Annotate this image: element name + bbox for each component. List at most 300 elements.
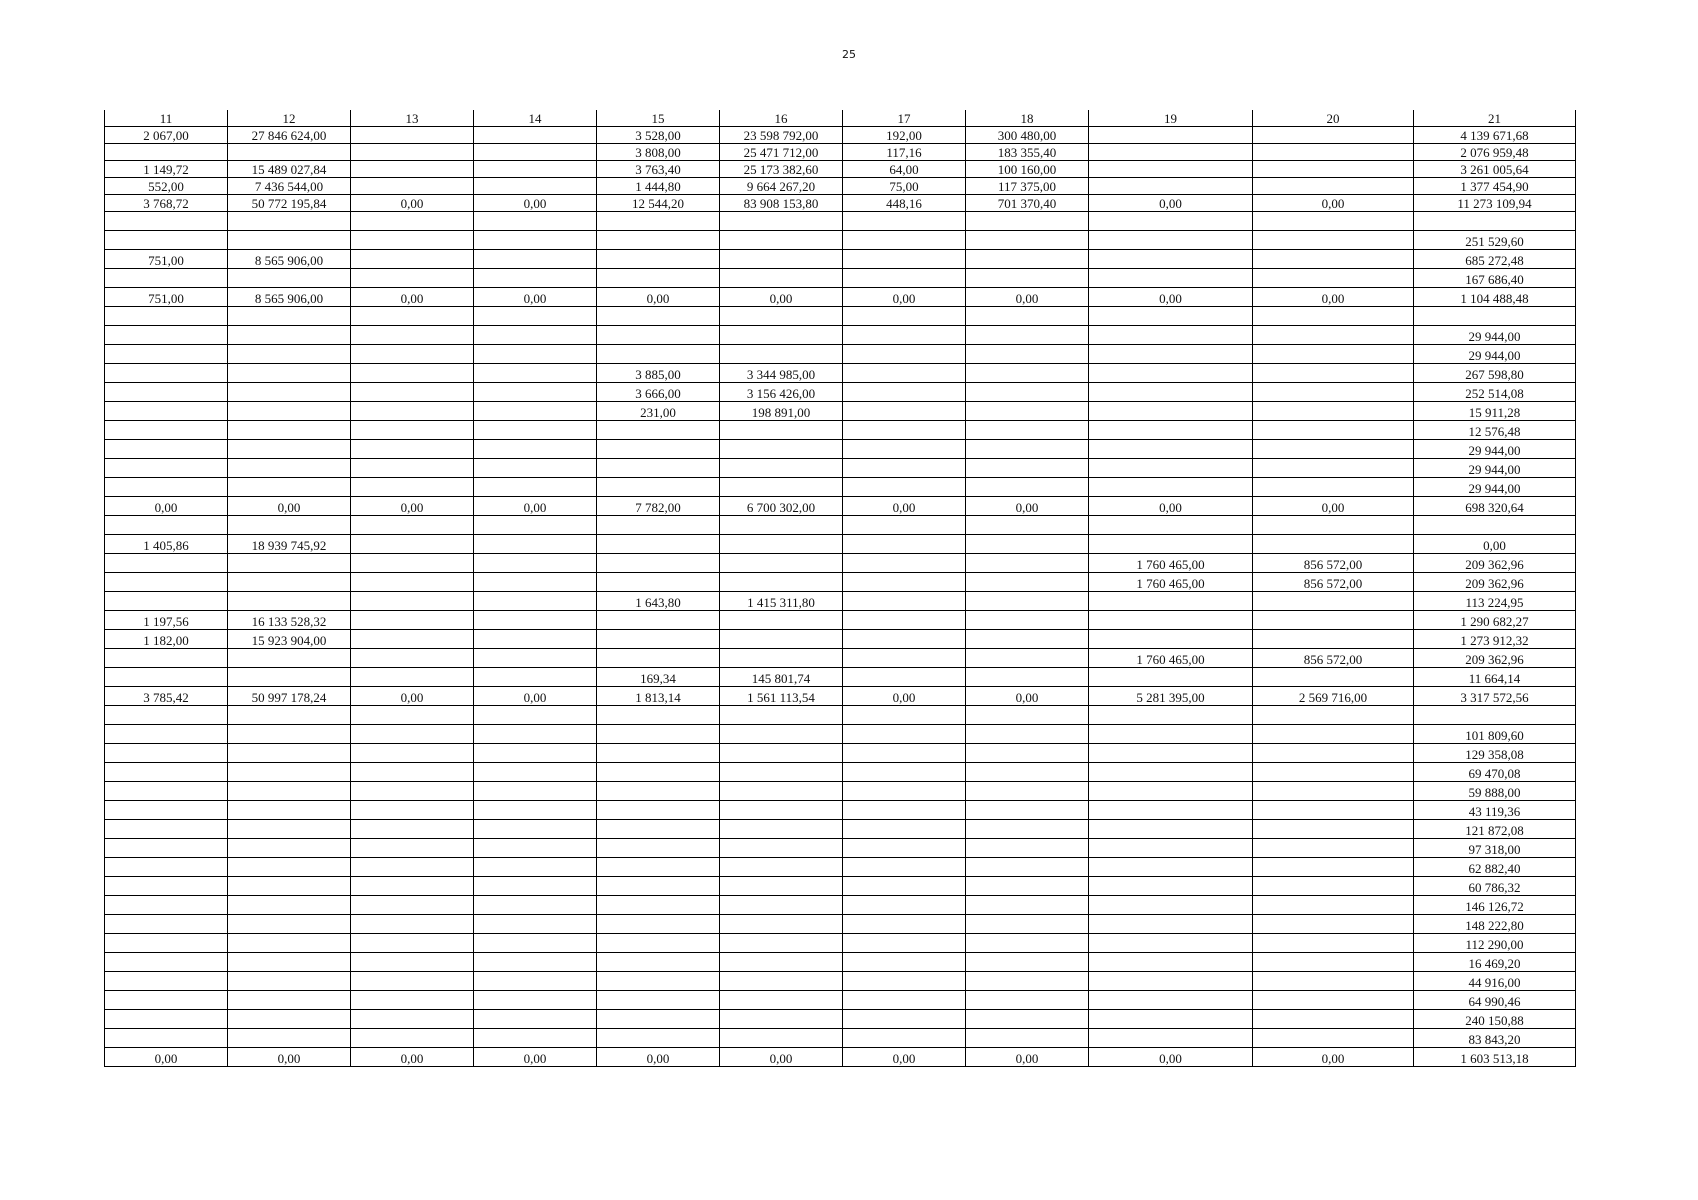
table-cell: [1089, 178, 1253, 195]
table-cell: [843, 535, 966, 554]
table-row: [105, 440, 1576, 459]
table-cell: [474, 161, 597, 178]
column-header-16: 16: [720, 110, 843, 127]
table-cell: [351, 649, 474, 668]
table-cell: [228, 896, 351, 915]
table-row: [105, 478, 1576, 497]
table-cell: 0,00: [966, 288, 1089, 307]
table-cell: [1253, 178, 1414, 195]
table-cell: [720, 250, 843, 269]
table-cell: [966, 744, 1089, 763]
table-cell: [597, 801, 720, 820]
table-cell: 148 222,80: [1414, 915, 1576, 934]
table-cell: [228, 573, 351, 592]
table-cell: 0,00: [228, 1048, 351, 1067]
table-cell: [351, 178, 474, 195]
table-cell: [1089, 1010, 1253, 1029]
table-cell: [966, 630, 1089, 649]
table-cell: [351, 1010, 474, 1029]
table-cell: 16 469,20: [1414, 953, 1576, 972]
table-cell: 856 572,00: [1253, 649, 1414, 668]
table-cell: [105, 478, 228, 497]
table-cell: 209 362,96: [1414, 649, 1576, 668]
table-row: [105, 269, 1576, 288]
table-cell: [843, 611, 966, 630]
table-cell: 1 182,00: [105, 630, 228, 649]
table-cell: [1089, 161, 1253, 178]
table-cell: [474, 896, 597, 915]
table-cell: 3 317 572,56: [1414, 687, 1576, 706]
table-cell: [351, 516, 474, 535]
table-cell: [1253, 668, 1414, 687]
table-cell: [351, 991, 474, 1010]
table-cell: 29 944,00: [1414, 345, 1576, 364]
table-cell: [474, 972, 597, 991]
table-cell: [351, 877, 474, 896]
table-cell: 29 944,00: [1414, 440, 1576, 459]
table-cell: [474, 1010, 597, 1029]
table-row: [105, 288, 1576, 307]
table-row: [105, 858, 1576, 877]
table-row: [105, 649, 1576, 668]
table-cell: 18 939 745,92: [228, 535, 351, 554]
table-cell: [597, 421, 720, 440]
table-cell: [720, 516, 843, 535]
table-cell: 0,00: [1089, 195, 1253, 212]
table-cell: 240 150,88: [1414, 1010, 1576, 1029]
table-cell: [597, 516, 720, 535]
table-cell: [105, 440, 228, 459]
table-row: [105, 896, 1576, 915]
table-cell: [351, 820, 474, 839]
table-cell: [474, 326, 597, 345]
table-cell: 0,00: [597, 288, 720, 307]
table-cell: 3 885,00: [597, 364, 720, 383]
table-cell: [597, 554, 720, 573]
table-cell: [351, 307, 474, 326]
table-cell: [474, 763, 597, 782]
table-cell: 231,00: [597, 402, 720, 421]
table-cell: [105, 326, 228, 345]
table-cell: [351, 127, 474, 144]
table-cell: [228, 383, 351, 402]
table-cell: [474, 877, 597, 896]
table-cell: [843, 516, 966, 535]
table-cell: [843, 706, 966, 725]
table-cell: [966, 896, 1089, 915]
table-cell: [843, 953, 966, 972]
table-row: [105, 725, 1576, 744]
table-cell: [843, 383, 966, 402]
table-cell: [597, 915, 720, 934]
table-cell: 1 643,80: [597, 592, 720, 611]
table-row: [105, 573, 1576, 592]
table-row: [105, 820, 1576, 839]
table-cell: [597, 858, 720, 877]
table-cell: [1253, 934, 1414, 953]
table-cell: [597, 611, 720, 630]
table-cell: [1089, 896, 1253, 915]
table-cell: 1 273 912,32: [1414, 630, 1576, 649]
table-cell: [351, 421, 474, 440]
table-cell: [105, 858, 228, 877]
table-cell: [966, 212, 1089, 231]
table-cell: [843, 478, 966, 497]
table-cell: [966, 402, 1089, 421]
table-cell: [351, 364, 474, 383]
table-row: [105, 383, 1576, 402]
table-cell: [474, 611, 597, 630]
table-cell: [1089, 953, 1253, 972]
table-cell: [720, 459, 843, 478]
table-cell: [105, 364, 228, 383]
table-cell: [720, 972, 843, 991]
table-cell: [474, 991, 597, 1010]
table-cell: 1 104 488,48: [1414, 288, 1576, 307]
table-cell: [966, 782, 1089, 801]
table-cell: [843, 554, 966, 573]
table-cell: [105, 763, 228, 782]
table-cell: [1253, 725, 1414, 744]
table-cell: 552,00: [105, 178, 228, 195]
table-cell: 0,00: [720, 288, 843, 307]
table-cell: 7 782,00: [597, 497, 720, 516]
table-cell: [966, 763, 1089, 782]
table-cell: 1 415 311,80: [720, 592, 843, 611]
table-cell: 146 126,72: [1414, 896, 1576, 915]
table-cell: 0,00: [1253, 497, 1414, 516]
table-cell: [474, 459, 597, 478]
table-cell: [597, 459, 720, 478]
table-cell: [720, 896, 843, 915]
table-cell: [597, 307, 720, 326]
table-row: [105, 231, 1576, 250]
table-cell: [966, 535, 1089, 554]
table-cell: [351, 801, 474, 820]
table-cell: [1089, 231, 1253, 250]
table-cell: [966, 421, 1089, 440]
table-cell: [105, 269, 228, 288]
table-cell: [1253, 991, 1414, 1010]
table-cell: [474, 127, 597, 144]
table-cell: [966, 307, 1089, 326]
table-cell: [105, 934, 228, 953]
table-cell: [105, 402, 228, 421]
table-cell: [966, 478, 1089, 497]
table-row: [105, 1029, 1576, 1048]
table-cell: 0,00: [1089, 1048, 1253, 1067]
table-cell: [843, 934, 966, 953]
table-cell: [1253, 801, 1414, 820]
table-cell: [1089, 364, 1253, 383]
table-cell: [474, 744, 597, 763]
table-cell: [474, 934, 597, 953]
table-cell: [1253, 953, 1414, 972]
table-cell: [843, 668, 966, 687]
table-cell: [966, 858, 1089, 877]
table-cell: 3 768,72: [105, 195, 228, 212]
table-row: [105, 991, 1576, 1010]
column-header-21: 21: [1414, 110, 1576, 127]
table-cell: [843, 307, 966, 326]
table-cell: [1414, 516, 1576, 535]
table-cell: [966, 231, 1089, 250]
table-cell: 0,00: [351, 1048, 474, 1067]
table-cell: [351, 706, 474, 725]
table-cell: 1 197,56: [105, 611, 228, 630]
table-cell: [597, 478, 720, 497]
table-cell: [597, 250, 720, 269]
table-cell: [1089, 144, 1253, 161]
table-row: [105, 592, 1576, 611]
table-cell: 12 576,48: [1414, 421, 1576, 440]
table-cell: [597, 934, 720, 953]
table-cell: 0,00: [843, 288, 966, 307]
table-cell: [966, 459, 1089, 478]
table-row: [105, 1048, 1576, 1067]
table-cell: [843, 896, 966, 915]
table-row: [105, 345, 1576, 364]
table-cell: [1089, 478, 1253, 497]
table-cell: [351, 535, 474, 554]
table-cell: [105, 345, 228, 364]
table-cell: [1253, 972, 1414, 991]
table-cell: [597, 345, 720, 364]
table-cell: 7 436 544,00: [228, 178, 351, 195]
table-cell: [474, 668, 597, 687]
table-cell: [843, 326, 966, 345]
table-cell: [966, 649, 1089, 668]
table-cell: 83 908 153,80: [720, 195, 843, 212]
table-cell: [843, 459, 966, 478]
table-cell: 8 565 906,00: [228, 250, 351, 269]
table-row: [105, 178, 1576, 195]
table-cell: 25 173 382,60: [720, 161, 843, 178]
table-cell: [720, 725, 843, 744]
table-cell: [228, 801, 351, 820]
table-cell: [597, 782, 720, 801]
table-cell: [1089, 782, 1253, 801]
table-cell: [1089, 250, 1253, 269]
table-cell: [1089, 421, 1253, 440]
table-cell: 1 760 465,00: [1089, 554, 1253, 573]
column-header-15: 15: [597, 110, 720, 127]
table-cell: [1089, 991, 1253, 1010]
table-row: [105, 915, 1576, 934]
table-cell: 97 318,00: [1414, 839, 1576, 858]
table-cell: 60 786,32: [1414, 877, 1576, 896]
table-cell: 183 355,40: [966, 144, 1089, 161]
table-cell: [720, 231, 843, 250]
table-cell: [843, 915, 966, 934]
table-cell: [843, 364, 966, 383]
table-cell: 83 843,20: [1414, 1029, 1576, 1048]
table-cell: [720, 915, 843, 934]
table-cell: [105, 649, 228, 668]
table-cell: [1253, 269, 1414, 288]
table-cell: [474, 915, 597, 934]
table-cell: [351, 554, 474, 573]
table-row: [105, 421, 1576, 440]
table-cell: [966, 953, 1089, 972]
table-cell: [105, 307, 228, 326]
table-cell: [1253, 212, 1414, 231]
table-cell: 856 572,00: [1253, 554, 1414, 573]
table-cell: [720, 326, 843, 345]
table-cell: 3 808,00: [597, 144, 720, 161]
table-cell: [1089, 516, 1253, 535]
table-cell: [228, 782, 351, 801]
table-cell: 856 572,00: [1253, 573, 1414, 592]
header-row: [105, 110, 1576, 127]
table-cell: [351, 858, 474, 877]
table-cell: [1253, 364, 1414, 383]
table-cell: [351, 668, 474, 687]
table-cell: [228, 345, 351, 364]
table-cell: [1089, 269, 1253, 288]
table-cell: 15 911,28: [1414, 402, 1576, 421]
table-cell: [1089, 326, 1253, 345]
table-cell: 1 760 465,00: [1089, 649, 1253, 668]
table-cell: 0,00: [474, 1048, 597, 1067]
table-cell: [1089, 383, 1253, 402]
table-cell: [474, 725, 597, 744]
table-cell: [597, 1010, 720, 1029]
table-cell: [597, 725, 720, 744]
table-cell: 209 362,96: [1414, 554, 1576, 573]
table-cell: [1253, 326, 1414, 345]
table-cell: 117 375,00: [966, 178, 1089, 195]
table-cell: [1089, 345, 1253, 364]
page-number: 25: [842, 48, 856, 61]
table-cell: 3 528,00: [597, 127, 720, 144]
table-cell: [1253, 535, 1414, 554]
table-cell: [843, 820, 966, 839]
table-cell: [105, 972, 228, 991]
table-cell: [351, 402, 474, 421]
table-cell: [351, 630, 474, 649]
table-cell: [597, 839, 720, 858]
table-cell: [474, 858, 597, 877]
table-cell: [228, 991, 351, 1010]
table-cell: 0,00: [966, 1048, 1089, 1067]
table-cell: [228, 402, 351, 421]
table-cell: [843, 763, 966, 782]
table-cell: [105, 896, 228, 915]
table-cell: [966, 364, 1089, 383]
table-cell: [720, 953, 843, 972]
table-row: [105, 744, 1576, 763]
table-cell: [1089, 592, 1253, 611]
table-cell: 113 224,95: [1414, 592, 1576, 611]
table-cell: 0,00: [351, 195, 474, 212]
table-cell: [966, 1029, 1089, 1048]
table-cell: 2 076 959,48: [1414, 144, 1576, 161]
table-cell: [1253, 820, 1414, 839]
table-cell: 3 763,40: [597, 161, 720, 178]
table-cell: 0,00: [351, 288, 474, 307]
table-cell: 448,16: [843, 195, 966, 212]
table-cell: [351, 459, 474, 478]
table-row: [105, 554, 1576, 573]
table-cell: 0,00: [843, 687, 966, 706]
table-cell: [843, 858, 966, 877]
table-cell: 16 133 528,32: [228, 611, 351, 630]
table-cell: [1253, 706, 1414, 725]
table-cell: [1253, 630, 1414, 649]
table-cell: 0,00: [1089, 497, 1253, 516]
table-cell: 3 261 005,64: [1414, 161, 1576, 178]
table-cell: [1089, 763, 1253, 782]
table-cell: [228, 440, 351, 459]
table-cell: [720, 345, 843, 364]
table-cell: [1089, 1029, 1253, 1048]
table-cell: [1253, 858, 1414, 877]
table-cell: [843, 250, 966, 269]
table-cell: 0,00: [474, 288, 597, 307]
table-row: [105, 127, 1576, 144]
table-cell: [228, 744, 351, 763]
table-cell: [351, 440, 474, 459]
table-cell: [105, 592, 228, 611]
table-row: [105, 326, 1576, 345]
table-cell: 129 358,08: [1414, 744, 1576, 763]
table-cell: [966, 668, 1089, 687]
table-row: [105, 782, 1576, 801]
table-cell: [1253, 592, 1414, 611]
table-cell: [720, 820, 843, 839]
table-cell: 1 377 454,90: [1414, 178, 1576, 195]
table-cell: [474, 231, 597, 250]
table-cell: 0,00: [474, 195, 597, 212]
table-cell: [720, 744, 843, 763]
table-cell: [474, 630, 597, 649]
table-cell: 0,00: [843, 497, 966, 516]
table-cell: [351, 953, 474, 972]
table-cell: [1089, 801, 1253, 820]
table-cell: [720, 801, 843, 820]
table-cell: [228, 1010, 351, 1029]
table-cell: 43 119,36: [1414, 801, 1576, 820]
table-cell: [105, 516, 228, 535]
table-cell: [351, 592, 474, 611]
table-cell: [843, 573, 966, 592]
table-cell: [843, 801, 966, 820]
table-cell: 100 160,00: [966, 161, 1089, 178]
table-row: [105, 630, 1576, 649]
table-cell: [1089, 725, 1253, 744]
table-cell: [105, 801, 228, 820]
table-cell: [1089, 858, 1253, 877]
table-cell: [474, 440, 597, 459]
table-cell: [474, 706, 597, 725]
table-cell: [597, 763, 720, 782]
table-cell: [843, 212, 966, 231]
table-cell: 8 565 906,00: [228, 288, 351, 307]
table-cell: [1414, 706, 1576, 725]
table-cell: 15 923 904,00: [228, 630, 351, 649]
table-cell: [228, 1029, 351, 1048]
table-cell: [720, 269, 843, 288]
table-cell: [474, 649, 597, 668]
table-cell: [1253, 383, 1414, 402]
table-cell: [1089, 877, 1253, 896]
table-cell: 0,00: [1253, 1048, 1414, 1067]
table-cell: [1253, 896, 1414, 915]
table-cell: 11 664,14: [1414, 668, 1576, 687]
table-cell: 75,00: [843, 178, 966, 195]
table-cell: [1253, 250, 1414, 269]
